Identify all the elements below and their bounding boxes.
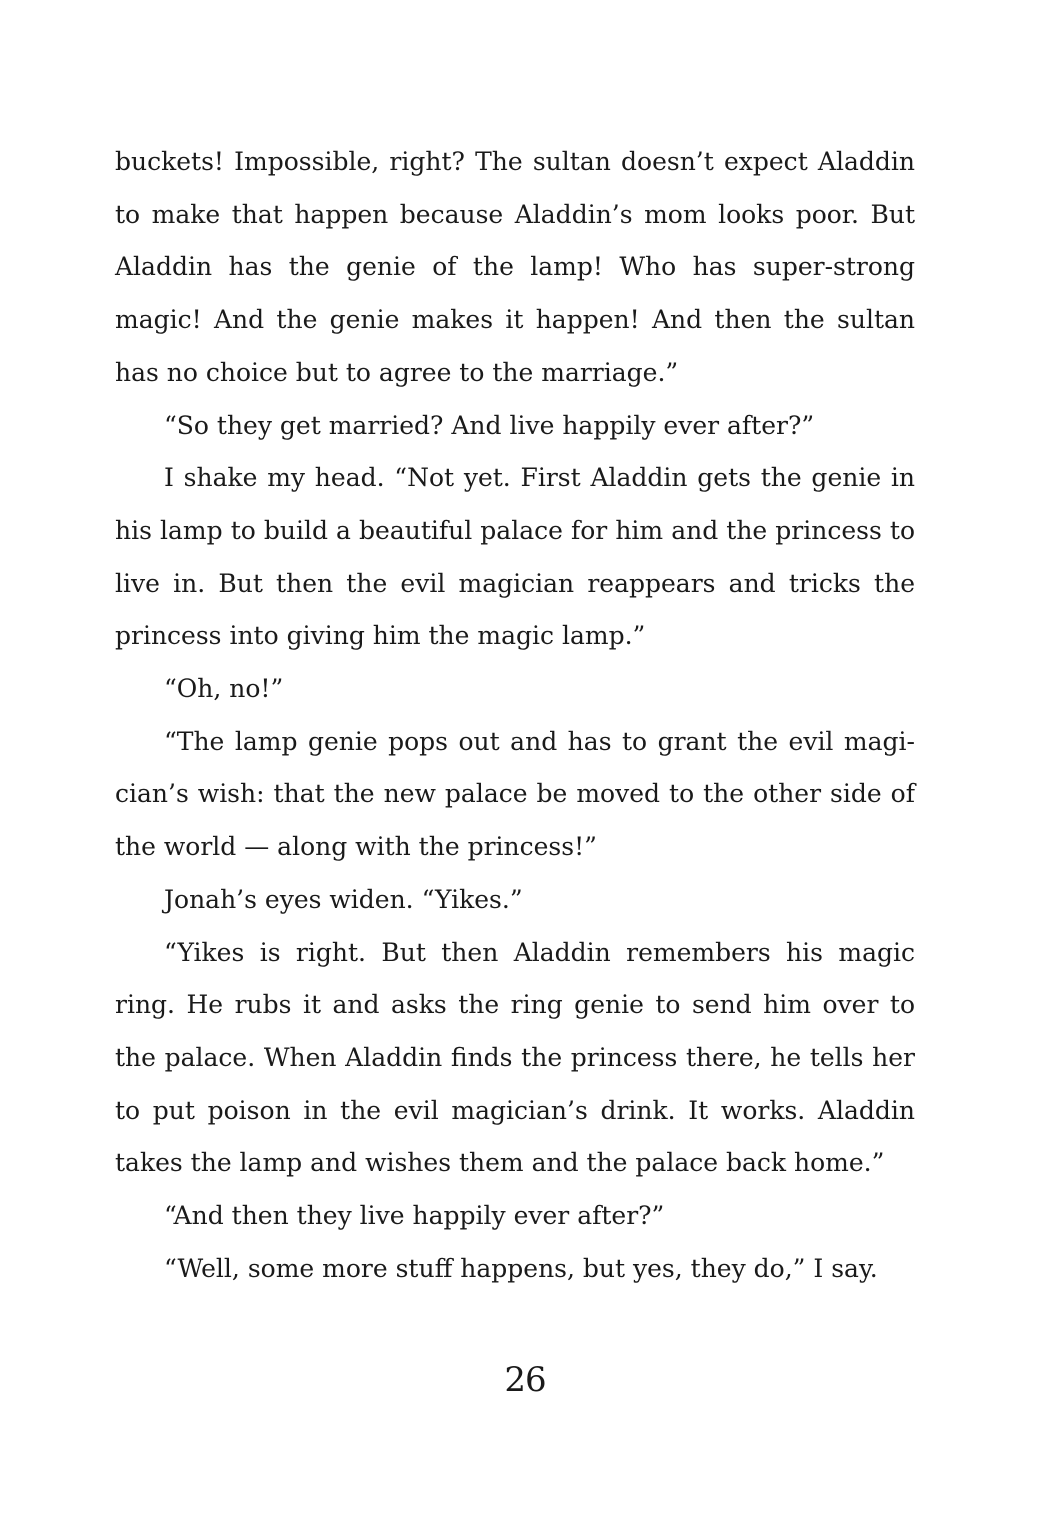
paragraph-7: “Yikes is right. But then Aladdin remembers his magic ring. He rubs it and asks the ring genie to send him over to the palace. When Aladdin finds the princess there, he tells her to put poison in the evil magician’s drink. It works. Aladdin takes the lamp and wishes them and the palace back home.” [115,937,915,1178]
paragraph-3: I shake my head. “Not yet. First Aladdin gets the genie in his lamp to build a beautiful palace for him and the princess to live in. But then the evil magician reappears and tricks the princess into giving him the magic lamp.” [115,463,915,651]
paragraph-2: “So they get married? And live happily ever after?” [164,410,815,440]
paragraph-6: Jonah’s eyes widen. “Yikes.” [164,884,523,914]
paragraph-4: “Oh, no!” [164,674,284,704]
paragraph-5: “The lamp genie pops out and has to grant the evil magician’s wish: that the new palace be moved to the other side of the world — along with the princess!” [115,726,915,862]
page-number: 26 [504,1360,546,1400]
paragraph-9: “Well, some more stuff happens, but yes, they do,” I say. [164,1253,878,1283]
body-text [115,136,915,1295]
paragraph-1: buckets! Impossible, right? The sultan doesn’t expect Aladdin to make that happen because Aladdin’s mom looks poor. But Aladdin has the genie of the lamp! Who has super-strong magic! And the genie makes it happen! And then the sultan has no choice but to agree to the marriage.” [115,147,915,387]
paragraph-8: “And then they live happily ever after?” [164,1201,665,1231]
